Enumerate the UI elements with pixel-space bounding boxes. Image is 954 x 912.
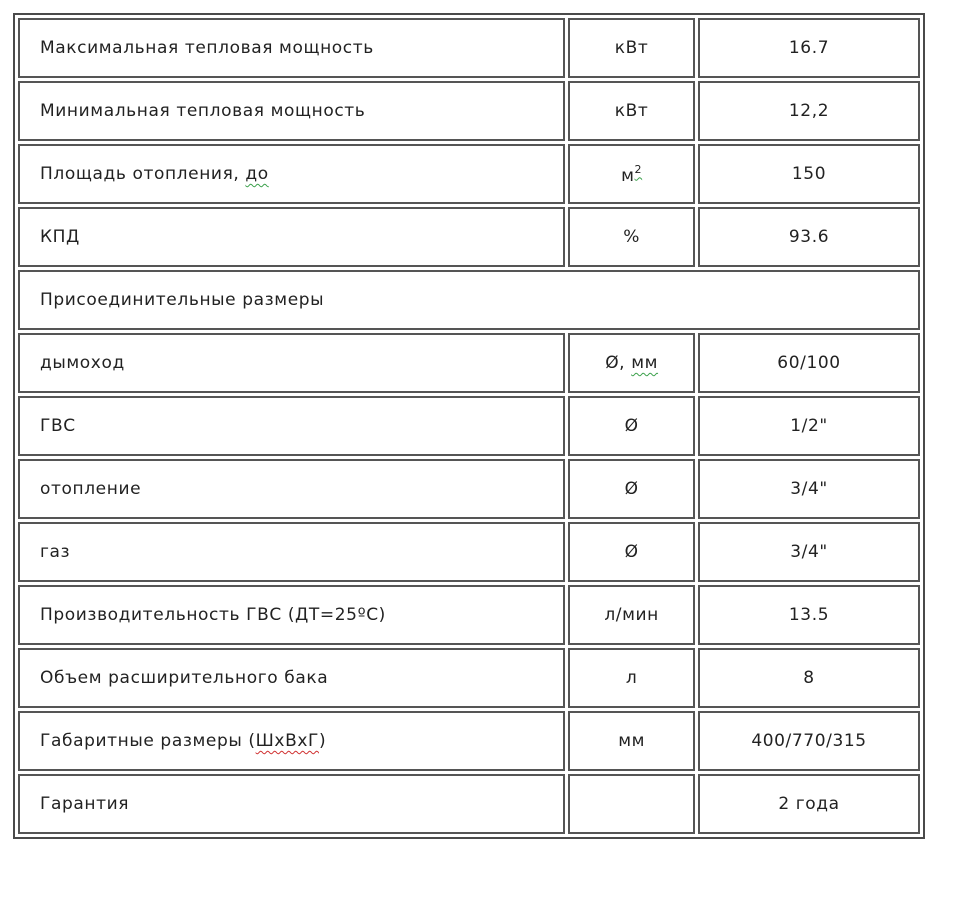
param-name-text: Габаритные размеры ( (40, 731, 256, 751)
spellcheck-marked-word: до (245, 164, 269, 184)
param-name-cell: Гарантия (18, 774, 565, 834)
value-cell: 3/4" (698, 522, 920, 582)
param-name-cell: дымоход (18, 333, 565, 393)
table-row (18, 585, 920, 645)
value-cell: 16.7 (698, 18, 920, 78)
table-row (18, 774, 920, 834)
unit-cell: л (568, 648, 695, 708)
unit-cell: Ø (568, 459, 695, 519)
unit-cell: кВт (568, 18, 695, 78)
unit-cell (568, 333, 695, 393)
value-cell: 12,2 (698, 81, 920, 141)
unit-cell: Ø (568, 396, 695, 456)
unit-cell: л/мин (568, 585, 695, 645)
value-cell: 60/100 (698, 333, 920, 393)
param-name-cell (18, 711, 565, 771)
param-name-text: Площадь отопления, (40, 164, 246, 184)
spellcheck-marked-word: мм (631, 353, 659, 373)
unit-cell (568, 774, 695, 834)
param-name-cell: Производительность ГВС (ДТ=25ºС) (18, 585, 565, 645)
param-name-cell: Максимальная тепловая мощность (18, 18, 565, 78)
table-row (18, 711, 920, 771)
param-name-cell: газ (18, 522, 565, 582)
spellcheck-marked-word: ШхВхГ (255, 731, 319, 751)
param-name-cell: отопление (18, 459, 565, 519)
table-row (18, 459, 920, 519)
section-header-cell: Присоединительные размеры (18, 270, 920, 330)
unit-exponent: 2 (634, 162, 643, 176)
param-name-cell: ГВС (18, 396, 565, 456)
unit-cell (568, 144, 695, 204)
value-cell: 93.6 (698, 207, 920, 267)
table-row (18, 522, 920, 582)
table-row (18, 144, 920, 204)
unit-cell: кВт (568, 81, 695, 141)
unit-cell: % (568, 207, 695, 267)
param-name-cell: КПД (18, 207, 565, 267)
table-row (18, 396, 920, 456)
param-name-cell: Минимальная тепловая мощность (18, 81, 565, 141)
unit-cell: мм (568, 711, 695, 771)
value-cell: 1/2" (698, 396, 920, 456)
value-cell: 150 (698, 144, 920, 204)
specifications-table (13, 13, 925, 839)
table-row (18, 207, 920, 267)
value-cell: 13.5 (698, 585, 920, 645)
table-row (18, 648, 920, 708)
param-name-text-end: ) (318, 731, 327, 751)
section-row (18, 270, 920, 330)
value-cell: 400/770/315 (698, 711, 920, 771)
param-name-cell (18, 144, 565, 204)
value-cell: 8 (698, 648, 920, 708)
value-cell: 2 года (698, 774, 920, 834)
table-row (18, 81, 920, 141)
value-cell: 3/4" (698, 459, 920, 519)
param-name-cell: Объем расширительного бака (18, 648, 565, 708)
unit-cell: Ø (568, 522, 695, 582)
unit-base: м (621, 165, 635, 186)
table-row (18, 333, 920, 393)
unit-text: Ø, (605, 353, 632, 373)
table-row (18, 18, 920, 78)
